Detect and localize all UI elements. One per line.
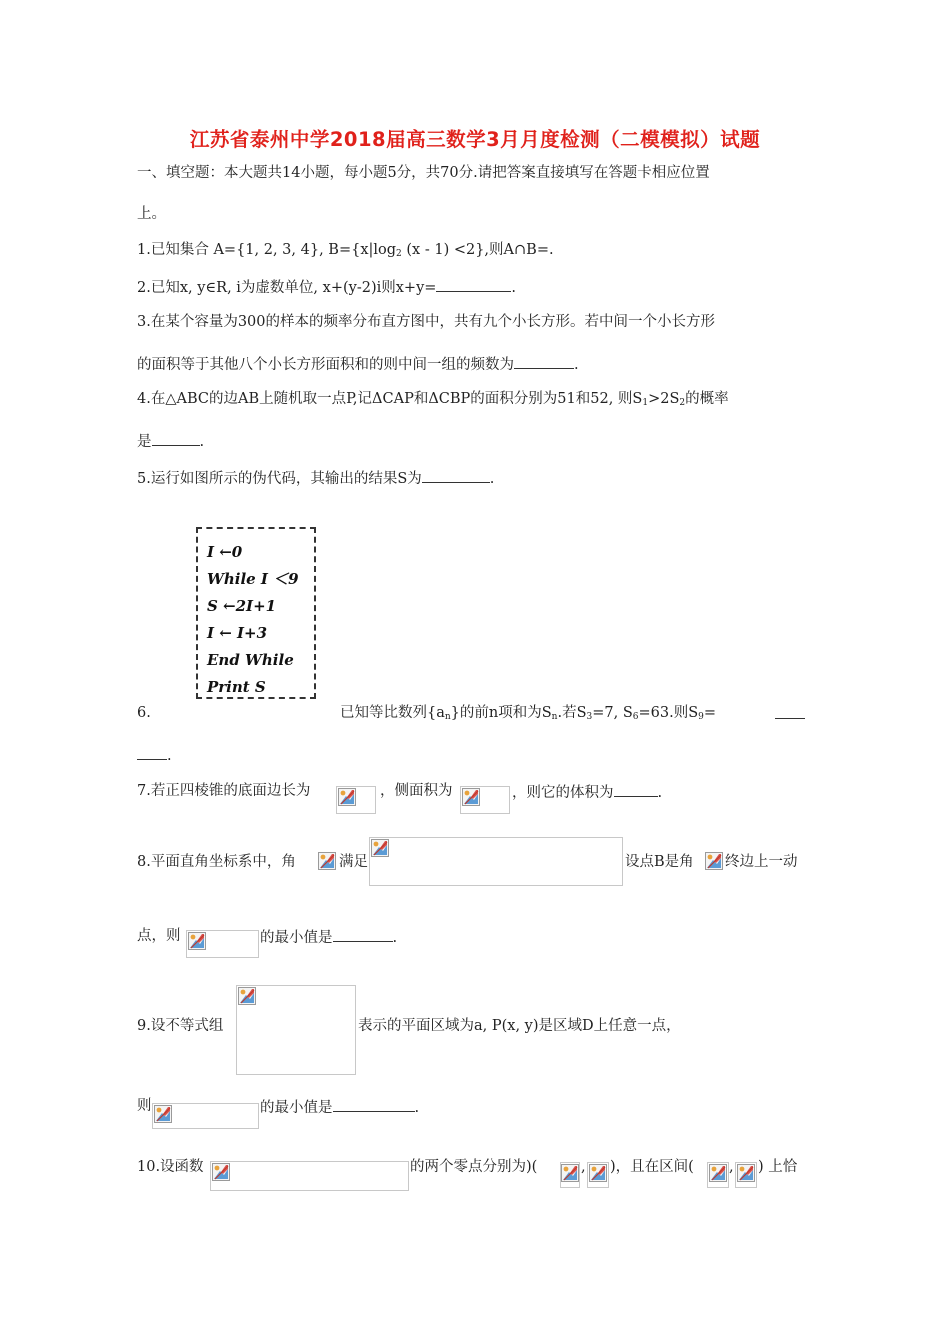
pseudocode-line: While I ＜9 xyxy=(207,570,299,588)
broken-image-icon xyxy=(709,1164,727,1182)
page-title: 江苏省泰州中学2018届高三数学3月月度检测（二模模拟）试题 xyxy=(189,128,761,151)
answer-blank[interactable] xyxy=(775,704,805,724)
question-6-number: 6. xyxy=(137,705,151,721)
pseudocode-line: I ←0 xyxy=(207,543,243,561)
answer-blank[interactable] xyxy=(614,782,658,797)
question-9-b: 表示的平面区域为a, P(x, y)是区域D上任意一点， xyxy=(358,1018,681,1034)
broken-image-icon xyxy=(188,932,206,950)
broken-image-icon xyxy=(589,1164,607,1182)
section-intro: 一、填空题：本大题共14小题，每小题5分，共70分.请把答案直接填写在答题卡相应位置 xyxy=(137,165,710,181)
pseudocode-line: Print S xyxy=(207,678,266,696)
formula-image xyxy=(236,985,356,1075)
broken-image-icon xyxy=(238,987,256,1005)
formula-image xyxy=(735,1162,757,1188)
formula-image xyxy=(707,1162,729,1188)
formula-image xyxy=(560,1162,580,1188)
formula-image xyxy=(210,1161,409,1191)
formula-image xyxy=(705,852,725,872)
broken-image-icon xyxy=(705,852,723,870)
question-7-a: 7.若正四棱锥的底面边长为 xyxy=(137,783,311,799)
formula-image xyxy=(318,852,338,872)
answer-blank[interactable] xyxy=(152,431,200,446)
question-10-f: ) 上恰 xyxy=(758,1159,798,1175)
question-8-a: 8.平面直角坐标系中，角 xyxy=(137,854,296,870)
pseudocode-line: I ← I+3 xyxy=(207,624,268,642)
answer-blank[interactable] xyxy=(333,927,393,942)
formula-image xyxy=(369,837,623,886)
question-6: 已知等比数列$\{a_n\}$的前n项和为$S_n$.若$S_3=7$, $S_6=63$.则$S_9=$ xyxy=(340,705,717,722)
question-8-c: 设点B是角 xyxy=(625,854,694,870)
answer-blank[interactable] xyxy=(514,354,574,369)
pseudocode-line: S ←2I+1 xyxy=(207,597,277,615)
broken-image-icon xyxy=(462,788,480,806)
formula-image xyxy=(186,930,259,958)
broken-image-icon xyxy=(561,1164,579,1182)
broken-image-icon xyxy=(338,788,356,806)
pseudocode-box xyxy=(196,527,316,699)
question-3-cont: 的面积等于其他八个小长方形面积和的则中间一组的频数为 . xyxy=(137,354,579,374)
broken-image-icon xyxy=(212,1163,230,1181)
question-8-d: 终边上一动 xyxy=(725,854,798,870)
question-9-cont-a: 则 xyxy=(137,1098,152,1114)
question-10-c: , xyxy=(581,1159,586,1175)
question-9-cont-b: 的最小值是 . xyxy=(260,1097,419,1117)
broken-image-icon xyxy=(737,1164,755,1182)
question-10-b: 的两个零点分别为)( xyxy=(410,1159,538,1175)
question-1: 1.已知集合 A={1, 2, 3, 4}, $B=\{x|\log_2$ (x - 1) <2},则A∩B=. xyxy=(137,242,554,259)
question-6-cont: . xyxy=(137,745,172,765)
question-7-c: ，则它的体积为 . xyxy=(512,782,662,802)
question-10-e: , xyxy=(729,1159,734,1175)
formula-image xyxy=(336,786,376,814)
formula-image xyxy=(152,1103,259,1129)
broken-image-icon xyxy=(318,852,336,870)
section-intro-cont: 上。 xyxy=(137,206,166,222)
formula-image xyxy=(587,1162,609,1188)
question-4-cont: 是 . xyxy=(137,431,204,451)
answer-blank[interactable] xyxy=(436,277,511,292)
question-3: 3.在某个容量为300的样本的频率分布直方图中，共有九个小长方形。若中间一个小长方形 xyxy=(137,314,716,330)
answer-blank[interactable] xyxy=(422,468,490,483)
question-2: 2.已知x, y∈R, i为虚数单位, x+(y-2)i则x+y= . xyxy=(137,277,516,297)
answer-blank[interactable] xyxy=(137,745,167,760)
question-8-cont-b: 的最小值是 . xyxy=(260,927,397,947)
question-5: 5.运行如图所示的伪代码，其输出的结果S为 . xyxy=(137,468,494,488)
answer-blank[interactable] xyxy=(333,1097,415,1112)
question-8-cont-a: 点，则 xyxy=(137,928,181,944)
question-4: 4.在△ABC的边AB上随机取一点P,记ΔCAP和ΔCBP的面积分别为51和52, 则$S_1>2S_2$的概率 xyxy=(137,391,729,408)
question-10-d: )，且在区间( xyxy=(610,1159,694,1175)
broken-image-icon xyxy=(154,1105,172,1123)
formula-image xyxy=(460,786,510,814)
question-9-a: 9.设不等式组 xyxy=(137,1018,224,1034)
question-10-a: 10.设函数 xyxy=(137,1159,204,1175)
pseudocode-line: End While xyxy=(207,651,294,669)
question-7-b: ，侧面积为 xyxy=(380,783,453,799)
broken-image-icon xyxy=(371,839,389,857)
question-8-b: 满足 xyxy=(339,854,368,870)
